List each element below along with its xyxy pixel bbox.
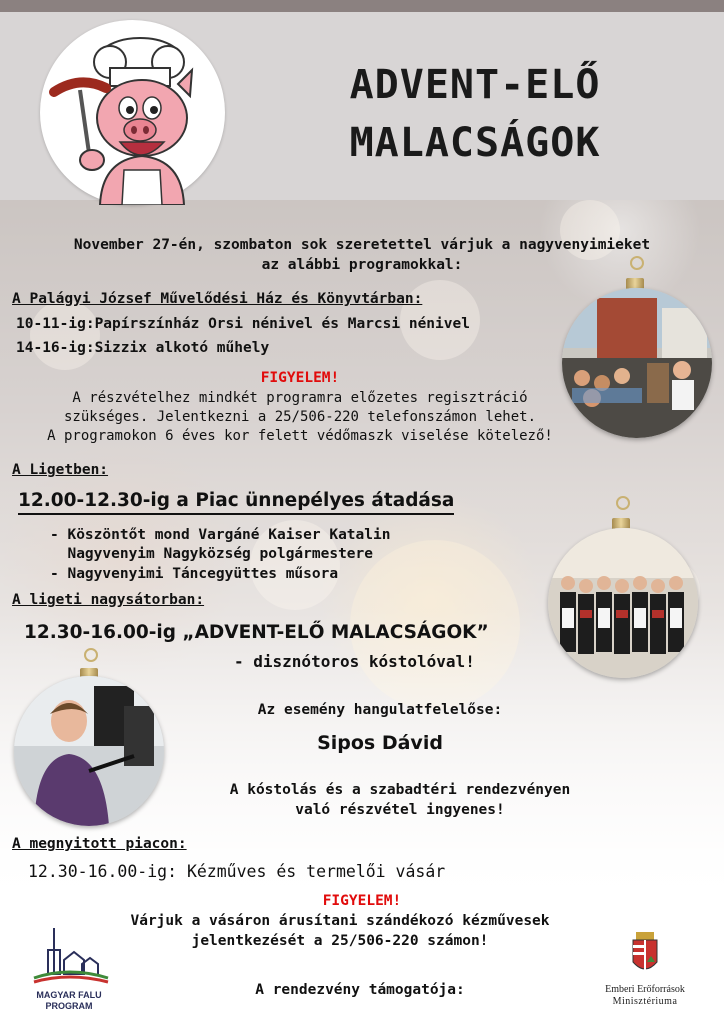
ornament-hook-icon [616, 496, 630, 510]
magyar-falu-label [24, 990, 114, 1012]
village-icon [24, 926, 114, 986]
pig-chef-icon [40, 20, 225, 205]
tent-heading: A ligeti nagysátorban: [12, 592, 205, 608]
ornament-hook-icon [84, 648, 98, 662]
intro-line-1: November 27-én, szombaton sok szeretettel várjuk a nagyvenyimieket [73, 237, 651, 253]
library-item-1 [16, 316, 470, 332]
dance-group-photo [548, 528, 698, 678]
library-heading: A Palágyi József Művelődési Ház és Könyvtárban: [12, 291, 423, 307]
library-item-time: 10-11-ig: [16, 316, 95, 332]
emmi-logo [590, 932, 700, 1022]
intro-line-2: az alábbi programokkal: [261, 257, 463, 273]
tent-sub-event: - disznótoros kóstolóval! [234, 652, 475, 671]
library-item-2 [16, 340, 269, 356]
library-photo [562, 288, 712, 438]
host-name: Sipos Dávid [317, 732, 443, 754]
park-bullet-2: Nagyvenyim Nagyközség polgármestere [50, 546, 374, 562]
page-title [250, 56, 700, 172]
library-warning-title: FIGYELEM! [260, 370, 340, 386]
magyar-falu-logo [24, 926, 114, 1016]
library-item-time: 14-16-ig: [16, 340, 95, 356]
library-warning-line-3: A programokon 6 éves kor felett védőmaszk viselése kötelező! [47, 428, 553, 444]
ornament-hook-icon [630, 256, 644, 270]
magyar-falu-line-1: MAGYAR FALU [36, 990, 102, 1000]
emmi-label [590, 984, 700, 1008]
library-warning-line-2: szükséges. Jelentkezni a 25/506-220 telefonszámon lehet. [63, 409, 536, 425]
library-warning-line-1: A részvételhez mindkét programra előzetes regisztráció [72, 390, 528, 406]
market-heading: A megnyitott piacon: [12, 836, 187, 852]
title-line-1: ADVENT-ELŐ [349, 62, 601, 108]
host-photo [14, 676, 164, 826]
sponsor-label: A rendezvény támogatója: [255, 982, 465, 998]
market-main-event: 12.30-16.00-ig: Kézműves és termelői vásár [28, 862, 446, 881]
tent-main-event: 12.30-16.00-ig „ADVENT-ELŐ MALACSÁGOK” [24, 622, 489, 643]
park-main-event: 12.00-12.30-ig a Piac ünnepélyes átadása [18, 490, 454, 515]
host-label: Az esemény hangulatfelelőse: [257, 702, 503, 718]
market-line-2: jelentkezését a 25/506-220 számon! [191, 933, 489, 949]
park-heading: A Ligetben: [12, 462, 109, 478]
market-line-1: Várjuk a vásáron árusítani szándékozó kézművesek [130, 913, 550, 929]
library-item-text: Sizzix alkotó műhely [94, 340, 270, 356]
emmi-line-1: Emberi Erőforrások [605, 984, 685, 995]
title-line-2: MALACSÁGOK [349, 120, 601, 166]
library-item-text: Papírszínház Orsi nénivel és Marcsi nénivel [94, 316, 470, 332]
top-band [0, 0, 724, 12]
free-entry-line-1: A kóstolás és a szabadtéri rendezvényen [229, 782, 571, 798]
free-entry-line-2: való részvétel ingyenes! [295, 802, 505, 818]
park-bullet-3: - Nagyvenyimi Táncegyüttes műsora [50, 566, 339, 582]
market-warning-title: FIGYELEM! [322, 893, 402, 909]
emmi-line-2: Minisztériuma [612, 996, 678, 1007]
magyar-falu-line-2: PROGRAM [45, 1001, 93, 1011]
coat-of-arms-icon [590, 932, 700, 980]
park-bullet-1: - Köszöntőt mond Vargáné Kaiser Katalin [50, 527, 391, 543]
